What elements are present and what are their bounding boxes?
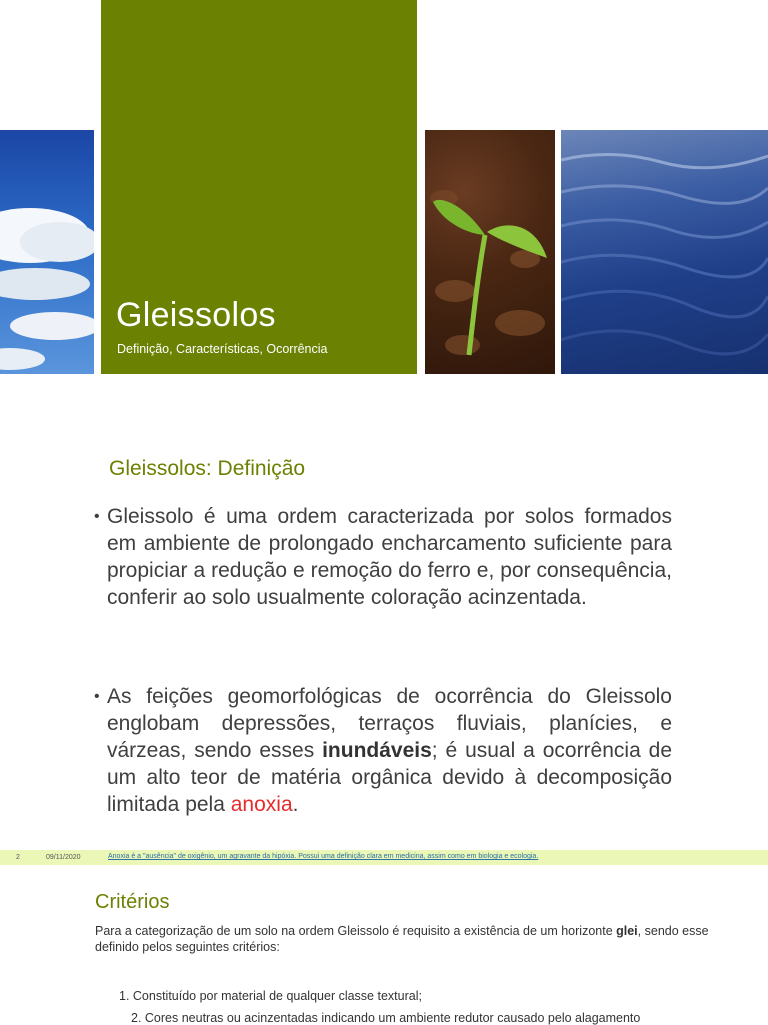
bullet-icon: • [94,688,100,705]
bold-term: inundáveis [322,739,432,762]
slide-date: 09/11/2020 [46,854,81,861]
title-slide [0,0,768,395]
sprout-photo [425,130,555,374]
criterion-item: 1. Constituído por material de qualquer classe textural; [119,989,422,1003]
bullet-text-part1: As feições geomorfológicas de ocorrência do Gleissolo englobam depressões, terraços fluviais, planícies, e várzeas, sendo esses [107,685,672,762]
criteria-intro [95,923,736,955]
criterion-item: 2. Cores neutras ou acinzentadas indicando um ambiente redutor causado pelo alagamento [131,1011,641,1025]
bullet-text-part2: ; é usual a ocorrência de um alto teor de matéria orgânica devido à decomposição limitada pela [107,739,672,816]
water-photo [561,130,768,374]
slide-title: Gleissolos [116,296,276,334]
criteria-slide [0,866,768,1024]
slide-subtitle: Definição, Características, Ocorrência [117,342,328,356]
intro-text-part1: Para a categorização de um solo na ordem Gleissolo é requisito a existência de um horizonte [95,924,617,938]
slide-footer [0,850,768,865]
sky-photo [0,130,94,374]
slide-number: 2 [16,854,20,861]
bullet-occurrence [94,683,672,818]
definition-slide [0,395,768,850]
bullet-icon: • [94,508,100,525]
bullet-end: . [292,793,299,816]
glei-term: glei [616,924,638,938]
anoxia-highlight[interactable]: anoxia [230,793,293,816]
section-title: Gleissolos: Definição [109,457,306,480]
section-title: Critérios [95,891,170,913]
bullet-definition [94,503,672,611]
intro-text-part2: , sendo esse definido pelos seguintes critérios: [95,924,709,954]
bullet-text: Gleissolo é uma ordem caracterizada por solos formados em ambiente de prolongado encharcamento suficiente para propiciar a redução e remoção do ferro e, por consequência, conferir ao solo usualmente coloração acinzentada. [107,505,672,609]
footnote-link[interactable]: Anoxia é a "ausência" de oxigênio, um agravante da hipóxia. Possui uma definição clara em medicina, assim como em biologia e ecologia. [108,853,539,860]
